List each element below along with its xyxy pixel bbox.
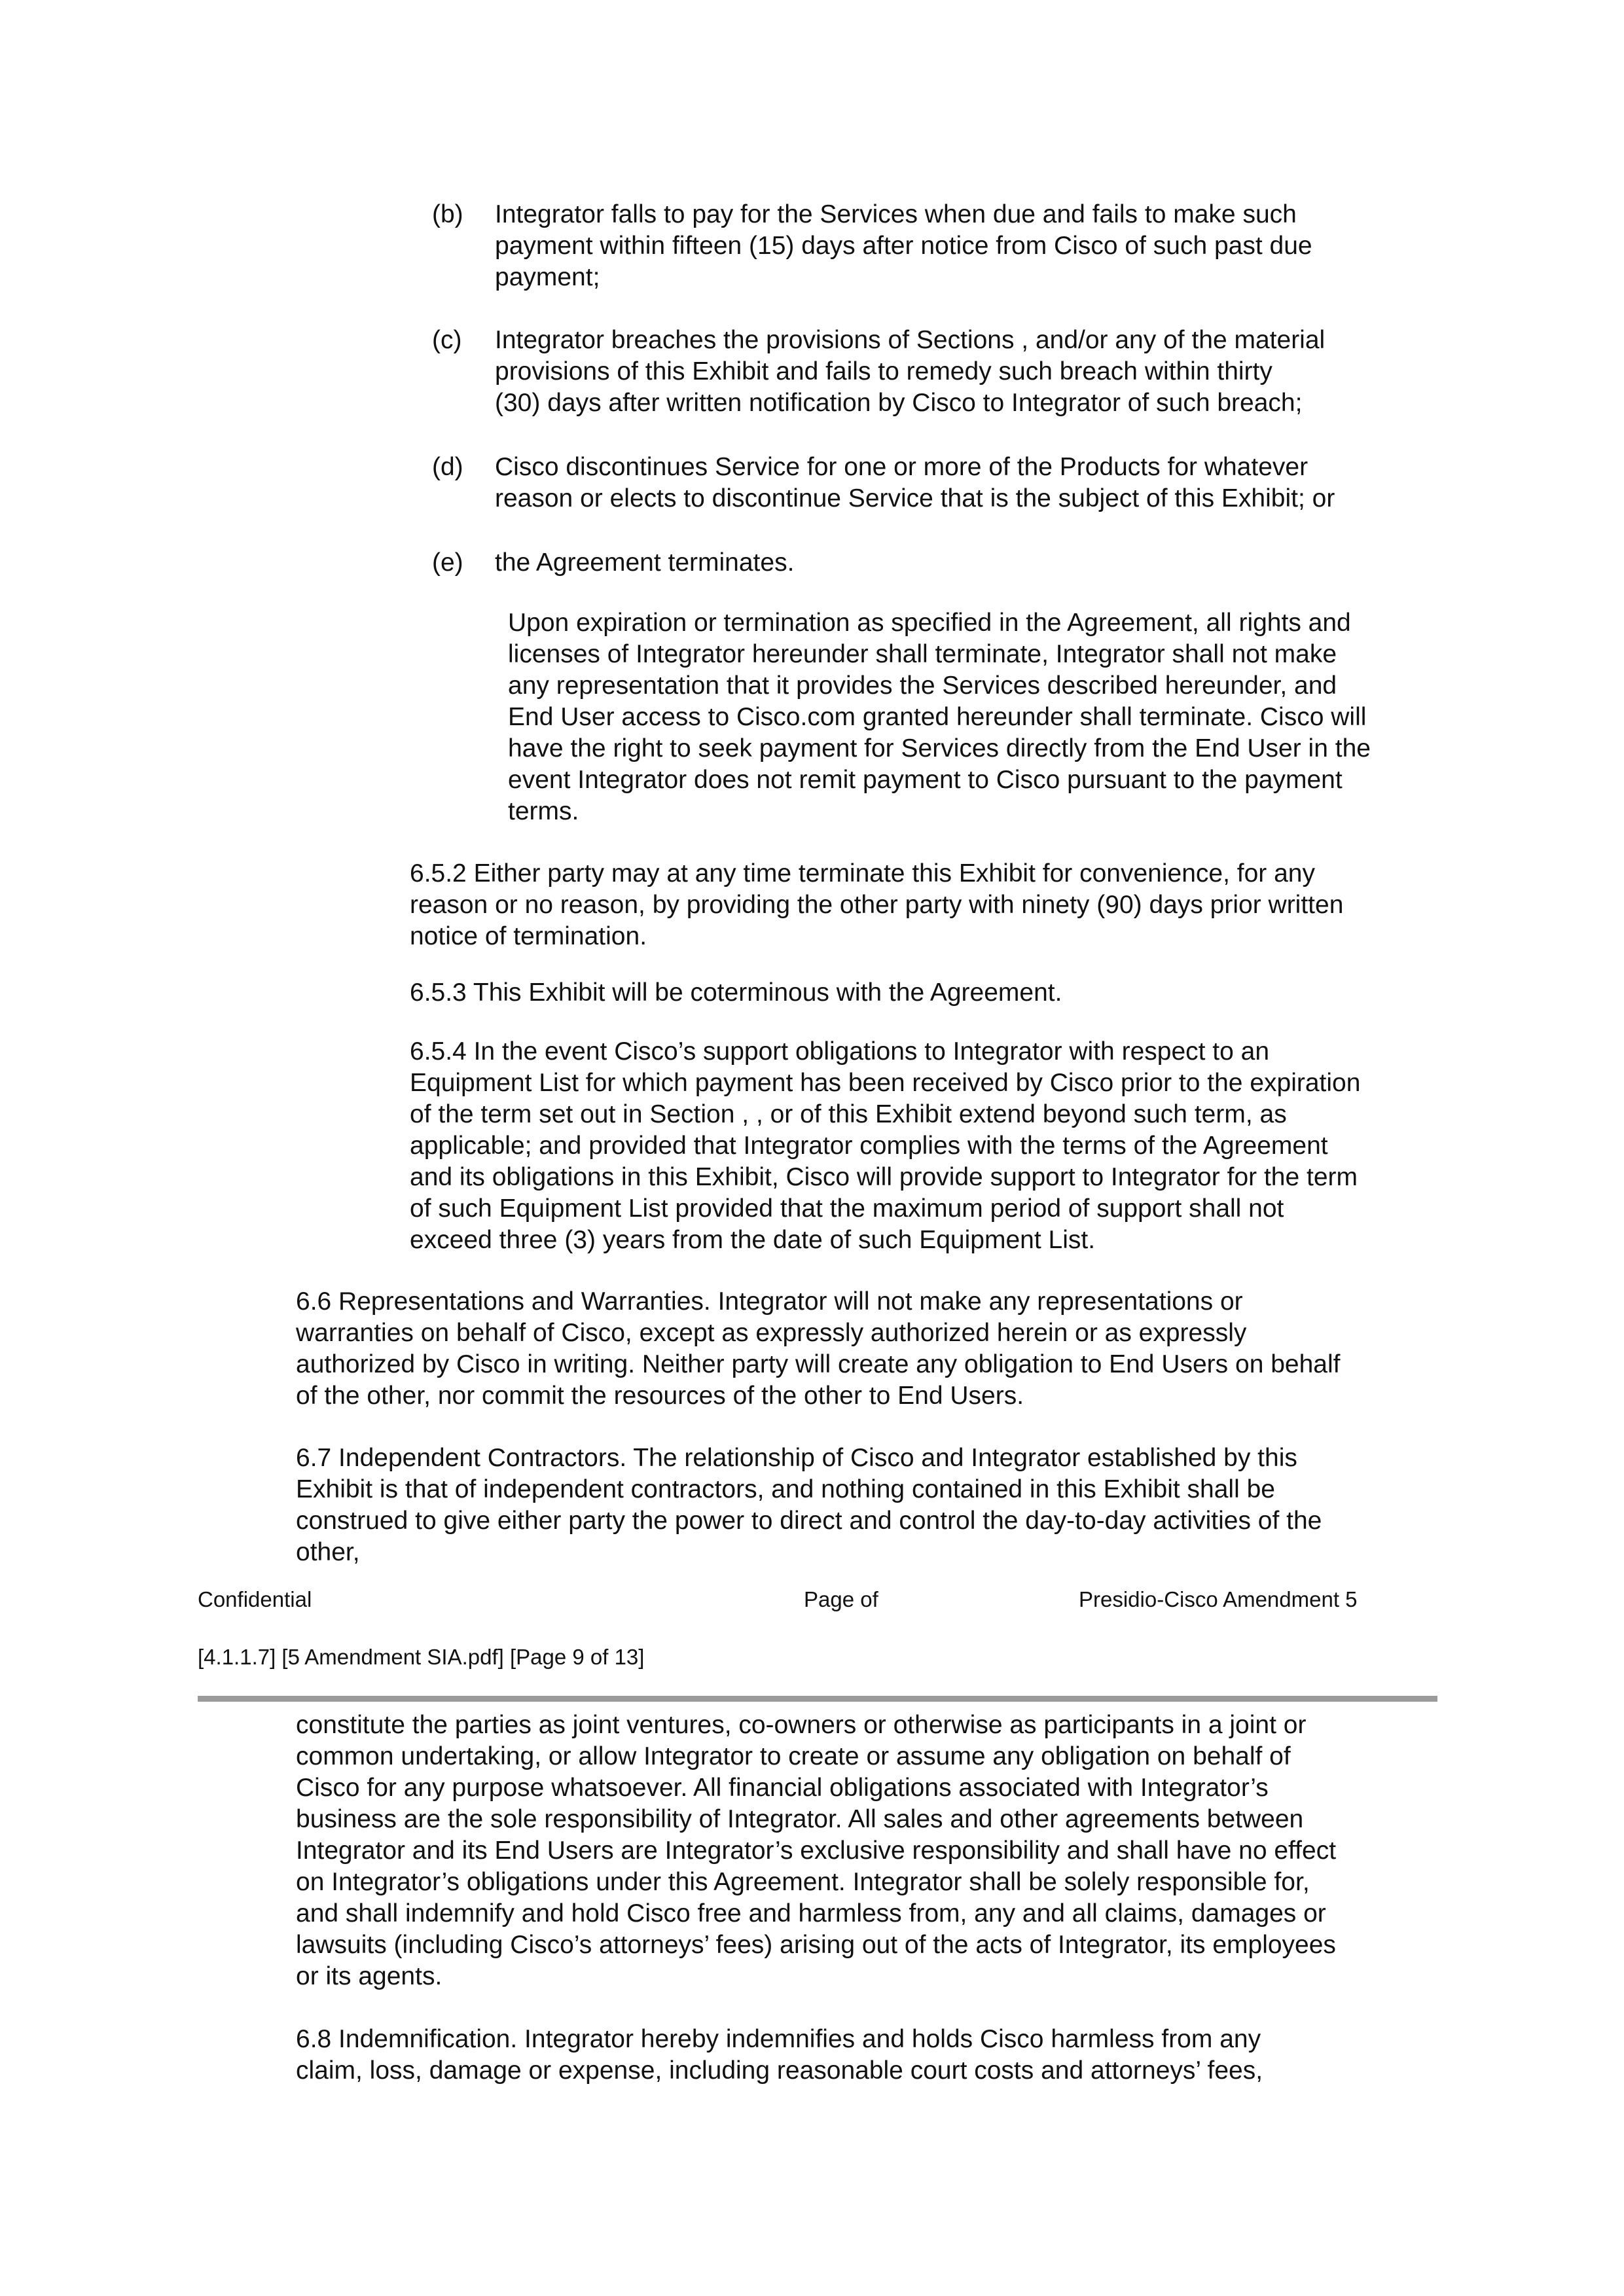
list-item-d bbox=[432, 452, 1447, 517]
footer-center: Page of bbox=[804, 1587, 878, 1611]
list-item-text: the Agreement terminates. bbox=[495, 548, 795, 577]
footer-left: Confidential bbox=[198, 1587, 312, 1611]
list-item-text: Cisco discontinues Service for one or more of the Products for whatever reason or elects to discontinue Service that is the subject of this Exhibit; or bbox=[495, 453, 1335, 512]
section-6-5-3: 6.5.3 This Exhibit will be coterminous with the Agreement. bbox=[410, 978, 1062, 1007]
source-reference: [4.1.1.7] [5 Amendment SIA.pdf] [Page 9 of 13] bbox=[198, 1645, 645, 1669]
list-item-text: Integrator falls to pay for the Services when due and fails to make such payment within fifteen (15) days after notice from Cisco of such past due payment; bbox=[495, 200, 1312, 291]
section-6-6: 6.6 Representations and Warranties. Integrator will not make any representations or warranties on behalf of Cisco, except as expressly authorized herein or as expressly authorized by Cisco in writing. Neither party will create any obligation to End Users on behalf of the other, nor commit the resources of the other to End Users. bbox=[296, 1287, 1341, 1410]
footer-right: Presidio-Cisco Amendment 5 bbox=[1079, 1587, 1358, 1611]
list-item-text: Integrator breaches the provisions of Sections , and/or any of the material provisions of this Exhibit and fails to remedy such breach within thirty (30) days after written notification by Cisco to Integrator of such breach; bbox=[495, 326, 1326, 417]
section-6-5-4: 6.5.4 In the event Cisco’s support obligations to Integrator with respect to an Equipment List for which payment has been received by Cisco prior to the expiration of the term set out in Section , , or of this Exhibit extend beyond such term, as applicable; and provided that Integrator complies with the terms of the Agreement and its obligations in this Exhibit, Cisco will provide support to Integrator for the term of such Equipment List provided that the maximum period of support shall not exceed three (3) years from the date of such Equipment List. bbox=[410, 1037, 1361, 1254]
list-item-e bbox=[432, 547, 1447, 580]
expiration-paragraph: Upon expiration or termination as specified in the Agreement, all rights and licenses of Integrator hereunder shall terminate, Integrator shall not make any representation that it provides the Services described hereunder, and End User access to Cisco.com granted hereunder shall terminate. Cisco will have the right to seek payment for Services directly from the End User in the event Integrator does not remit payment to Cisco pursuant to the payment terms. bbox=[508, 609, 1371, 825]
section-6-7-continued: constitute the parties as joint ventures, co-owners or otherwise as participants in a joint or common undertaking, or allow Integrator to create or assume any obligation on behalf of Cisco for any purpose whatsoever. All financial obligations associated with Integrator’s business are the sole responsibility of Integrator. All sales and other agreements between Integrator and its End Users are Integrator’s exclusive responsibility and shall have no effect on Integrator’s obligations under this Agreement. Integrator shall be solely responsible for, and shall indemnify and hold Cisco free and harmless from, any and all claims, damages or lawsuits (including Cisco’s attorneys’ fees) arising out of the acts of Integrator, its employees or its agents. bbox=[296, 1711, 1337, 1990]
section-6-5-2: 6.5.2 Either party may at any time terminate this Exhibit for convenience, for any reason or no reason, by providing the other party with ninety (90) days prior written notice of termination. bbox=[410, 859, 1344, 950]
list-marker: (c) bbox=[432, 326, 462, 354]
list-marker: (e) bbox=[432, 548, 463, 577]
list-item-b bbox=[432, 199, 1447, 297]
list-marker: (d) bbox=[432, 453, 463, 481]
section-6-8: 6.8 Indemnification. Integrator hereby indemnifies and holds Cisco harmless from any claim, loss, damage or expense, including reasonable court costs and attorneys’ fees, bbox=[296, 2025, 1263, 2085]
list-marker: (b) bbox=[432, 200, 463, 228]
section-6-7: 6.7 Independent Contractors. The relationship of Cisco and Integrator established by this Exhibit is that of independent contractors, and nothing contained in this Exhibit shall be construed to give either party the power to direct and control the day-to-day activities of the other, bbox=[296, 1444, 1322, 1566]
page-divider bbox=[198, 1696, 1437, 1702]
list-item-c bbox=[432, 325, 1447, 423]
